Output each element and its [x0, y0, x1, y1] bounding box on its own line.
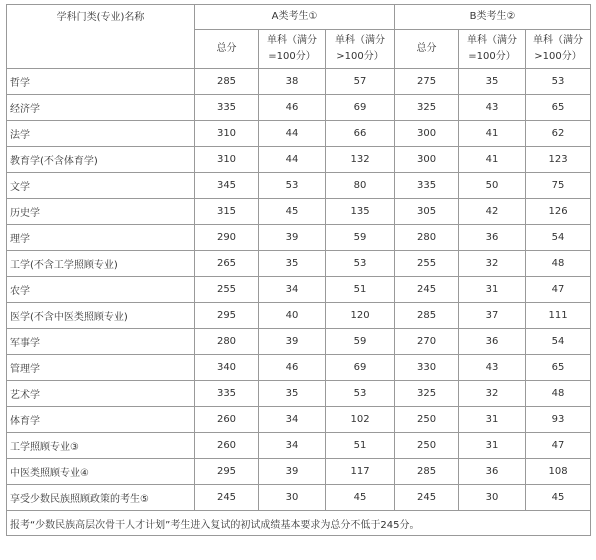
- cell-a-single-100: 45: [259, 199, 326, 225]
- subheader-a-single-over100: 单科（满分>100分）: [326, 30, 395, 69]
- cell-a-total: 315: [195, 199, 259, 225]
- cell-a-single-100: 44: [259, 121, 326, 147]
- cell-b-single-over100: 48: [526, 381, 591, 407]
- table-row: [7, 95, 591, 121]
- row-name: 经济学: [7, 95, 195, 121]
- cell-b-total: 275: [395, 69, 459, 95]
- cell-b-single-100: 32: [459, 251, 526, 277]
- cell-b-total: 280: [395, 225, 459, 251]
- score-table-container: [6, 4, 590, 552]
- row-name: 医学(不含中医类照顾专业): [7, 303, 195, 329]
- cell-b-single-over100: 75: [526, 173, 591, 199]
- cell-b-single-over100: 62: [526, 121, 591, 147]
- cell-b-total: 245: [395, 277, 459, 303]
- row-name: 理学: [7, 225, 195, 251]
- subheader-b-total: 总分: [395, 30, 459, 69]
- row-name: 农学: [7, 277, 195, 303]
- cell-b-single-over100: 54: [526, 329, 591, 355]
- table-row: [7, 355, 591, 381]
- cell-a-single-100: 53: [259, 173, 326, 199]
- cell-a-single-over100: 80: [326, 173, 395, 199]
- table-row: [7, 303, 591, 329]
- table-body: [7, 69, 591, 536]
- group-header-a: A类考生①: [195, 5, 395, 30]
- table-row: [7, 433, 591, 459]
- cell-a-total: 335: [195, 381, 259, 407]
- cell-a-single-over100: 53: [326, 251, 395, 277]
- row-name: 中医类照顾专业④: [7, 459, 195, 485]
- cell-b-single-over100: 65: [526, 355, 591, 381]
- cell-a-single-over100: 51: [326, 277, 395, 303]
- cell-a-single-over100: 57: [326, 69, 395, 95]
- cell-a-total: 265: [195, 251, 259, 277]
- cell-b-total: 325: [395, 95, 459, 121]
- cell-a-single-over100: 135: [326, 199, 395, 225]
- cell-b-total: 245: [395, 485, 459, 511]
- cell-b-single-over100: 65: [526, 95, 591, 121]
- cell-a-single-100: 34: [259, 407, 326, 433]
- cell-a-single-100: 30: [259, 485, 326, 511]
- cell-b-single-100: 32: [459, 381, 526, 407]
- cell-b-single-100: 36: [459, 225, 526, 251]
- cell-a-single-100: 44: [259, 147, 326, 173]
- table-row: [7, 121, 591, 147]
- cell-a-total: 255: [195, 277, 259, 303]
- row-name: 军事学: [7, 329, 195, 355]
- row-name: 历史学: [7, 199, 195, 225]
- cell-b-total: 285: [395, 459, 459, 485]
- table-row: [7, 381, 591, 407]
- cell-b-total: 250: [395, 433, 459, 459]
- row-name: 法学: [7, 121, 195, 147]
- table-row: [7, 485, 591, 511]
- cell-a-total: 310: [195, 147, 259, 173]
- cell-a-total: 245: [195, 485, 259, 511]
- cell-a-single-over100: 59: [326, 225, 395, 251]
- cell-b-single-over100: 47: [526, 433, 591, 459]
- cell-b-single-over100: 123: [526, 147, 591, 173]
- cell-b-single-100: 30: [459, 485, 526, 511]
- cell-b-single-100: 31: [459, 433, 526, 459]
- cell-a-single-over100: 69: [326, 95, 395, 121]
- group-header-b: B类考生②: [395, 5, 591, 30]
- cell-a-total: 310: [195, 121, 259, 147]
- cell-b-single-over100: 93: [526, 407, 591, 433]
- cell-b-total: 335: [395, 173, 459, 199]
- cell-b-single-100: 31: [459, 277, 526, 303]
- cell-b-single-100: 42: [459, 199, 526, 225]
- cell-b-single-over100: 111: [526, 303, 591, 329]
- cell-b-total: 325: [395, 381, 459, 407]
- cell-a-total: 335: [195, 95, 259, 121]
- table-row: [7, 199, 591, 225]
- cell-a-total: 295: [195, 303, 259, 329]
- cell-a-single-100: 46: [259, 355, 326, 381]
- table-row: [7, 147, 591, 173]
- cell-b-single-over100: 108: [526, 459, 591, 485]
- row-name: 工学(不含工学照顾专业): [7, 251, 195, 277]
- cell-b-total: 250: [395, 407, 459, 433]
- row-name: 体育学: [7, 407, 195, 433]
- cell-b-single-100: 43: [459, 355, 526, 381]
- cell-b-total: 300: [395, 147, 459, 173]
- cell-a-single-over100: 66: [326, 121, 395, 147]
- cell-b-single-100: 35: [459, 69, 526, 95]
- cell-b-single-100: 31: [459, 407, 526, 433]
- subheader-a-single-100: 单科（满分=100分）: [259, 30, 326, 69]
- subheader-a-total: 总分: [195, 30, 259, 69]
- cell-a-single-100: 34: [259, 277, 326, 303]
- cell-a-single-over100: 120: [326, 303, 395, 329]
- table-row: [7, 459, 591, 485]
- cell-a-single-100: 39: [259, 459, 326, 485]
- cell-b-single-over100: 126: [526, 199, 591, 225]
- cell-a-single-100: 34: [259, 433, 326, 459]
- table-row: [7, 277, 591, 303]
- row-name: 教育学(不含体育学): [7, 147, 195, 173]
- row-name: 享受少数民族照顾政策的考生⑤: [7, 485, 195, 511]
- cell-b-single-100: 36: [459, 329, 526, 355]
- cell-b-single-over100: 47: [526, 277, 591, 303]
- table-row: [7, 329, 591, 355]
- table-row: [7, 69, 591, 95]
- cell-a-total: 290: [195, 225, 259, 251]
- footnote: 报考“少数民族高层次骨干人才计划”考生进入复试的初试成绩基本要求为总分不低于245分。: [7, 511, 591, 536]
- table-row: [7, 251, 591, 277]
- cell-a-single-over100: 51: [326, 433, 395, 459]
- cell-b-total: 330: [395, 355, 459, 381]
- cell-a-total: 295: [195, 459, 259, 485]
- score-table: [6, 4, 591, 536]
- cell-b-total: 270: [395, 329, 459, 355]
- table-row: [7, 173, 591, 199]
- cell-b-single-100: 41: [459, 147, 526, 173]
- subheader-b-single-100: 单科（满分=100分）: [459, 30, 526, 69]
- cell-b-single-100: 41: [459, 121, 526, 147]
- cell-b-single-over100: 53: [526, 69, 591, 95]
- row-name: 文学: [7, 173, 195, 199]
- subheader-b-single-over100: 单科（满分>100分）: [526, 30, 591, 69]
- cell-a-single-over100: 117: [326, 459, 395, 485]
- corner-header: 学科门类(专业)名称: [7, 5, 195, 69]
- cell-a-total: 260: [195, 433, 259, 459]
- cell-a-total: 340: [195, 355, 259, 381]
- row-name: 哲学: [7, 69, 195, 95]
- cell-a-single-100: 38: [259, 69, 326, 95]
- cell-b-total: 255: [395, 251, 459, 277]
- table-row: [7, 225, 591, 251]
- cell-b-single-over100: 54: [526, 225, 591, 251]
- cell-b-total: 305: [395, 199, 459, 225]
- cell-a-single-over100: 102: [326, 407, 395, 433]
- header-row-groups: [7, 5, 591, 30]
- cell-a-single-100: 39: [259, 225, 326, 251]
- cell-b-total: 285: [395, 303, 459, 329]
- cell-a-single-over100: 132: [326, 147, 395, 173]
- cell-a-single-over100: 53: [326, 381, 395, 407]
- cell-b-single-100: 37: [459, 303, 526, 329]
- cell-a-total: 280: [195, 329, 259, 355]
- row-name: 艺术学: [7, 381, 195, 407]
- cell-a-single-100: 46: [259, 95, 326, 121]
- cell-a-total: 260: [195, 407, 259, 433]
- cell-b-single-100: 50: [459, 173, 526, 199]
- footnote-row: [7, 511, 591, 536]
- row-name: 工学照顾专业③: [7, 433, 195, 459]
- table-row: [7, 407, 591, 433]
- row-name: 管理学: [7, 355, 195, 381]
- cell-a-single-100: 40: [259, 303, 326, 329]
- cell-a-single-100: 35: [259, 381, 326, 407]
- cell-b-single-over100: 45: [526, 485, 591, 511]
- cell-a-single-100: 39: [259, 329, 326, 355]
- cell-a-single-over100: 69: [326, 355, 395, 381]
- cell-b-single-100: 36: [459, 459, 526, 485]
- cell-a-single-100: 35: [259, 251, 326, 277]
- cell-b-single-100: 43: [459, 95, 526, 121]
- cell-b-total: 300: [395, 121, 459, 147]
- cell-a-total: 345: [195, 173, 259, 199]
- cell-a-single-over100: 45: [326, 485, 395, 511]
- cell-b-single-over100: 48: [526, 251, 591, 277]
- cell-a-single-over100: 59: [326, 329, 395, 355]
- cell-a-total: 285: [195, 69, 259, 95]
